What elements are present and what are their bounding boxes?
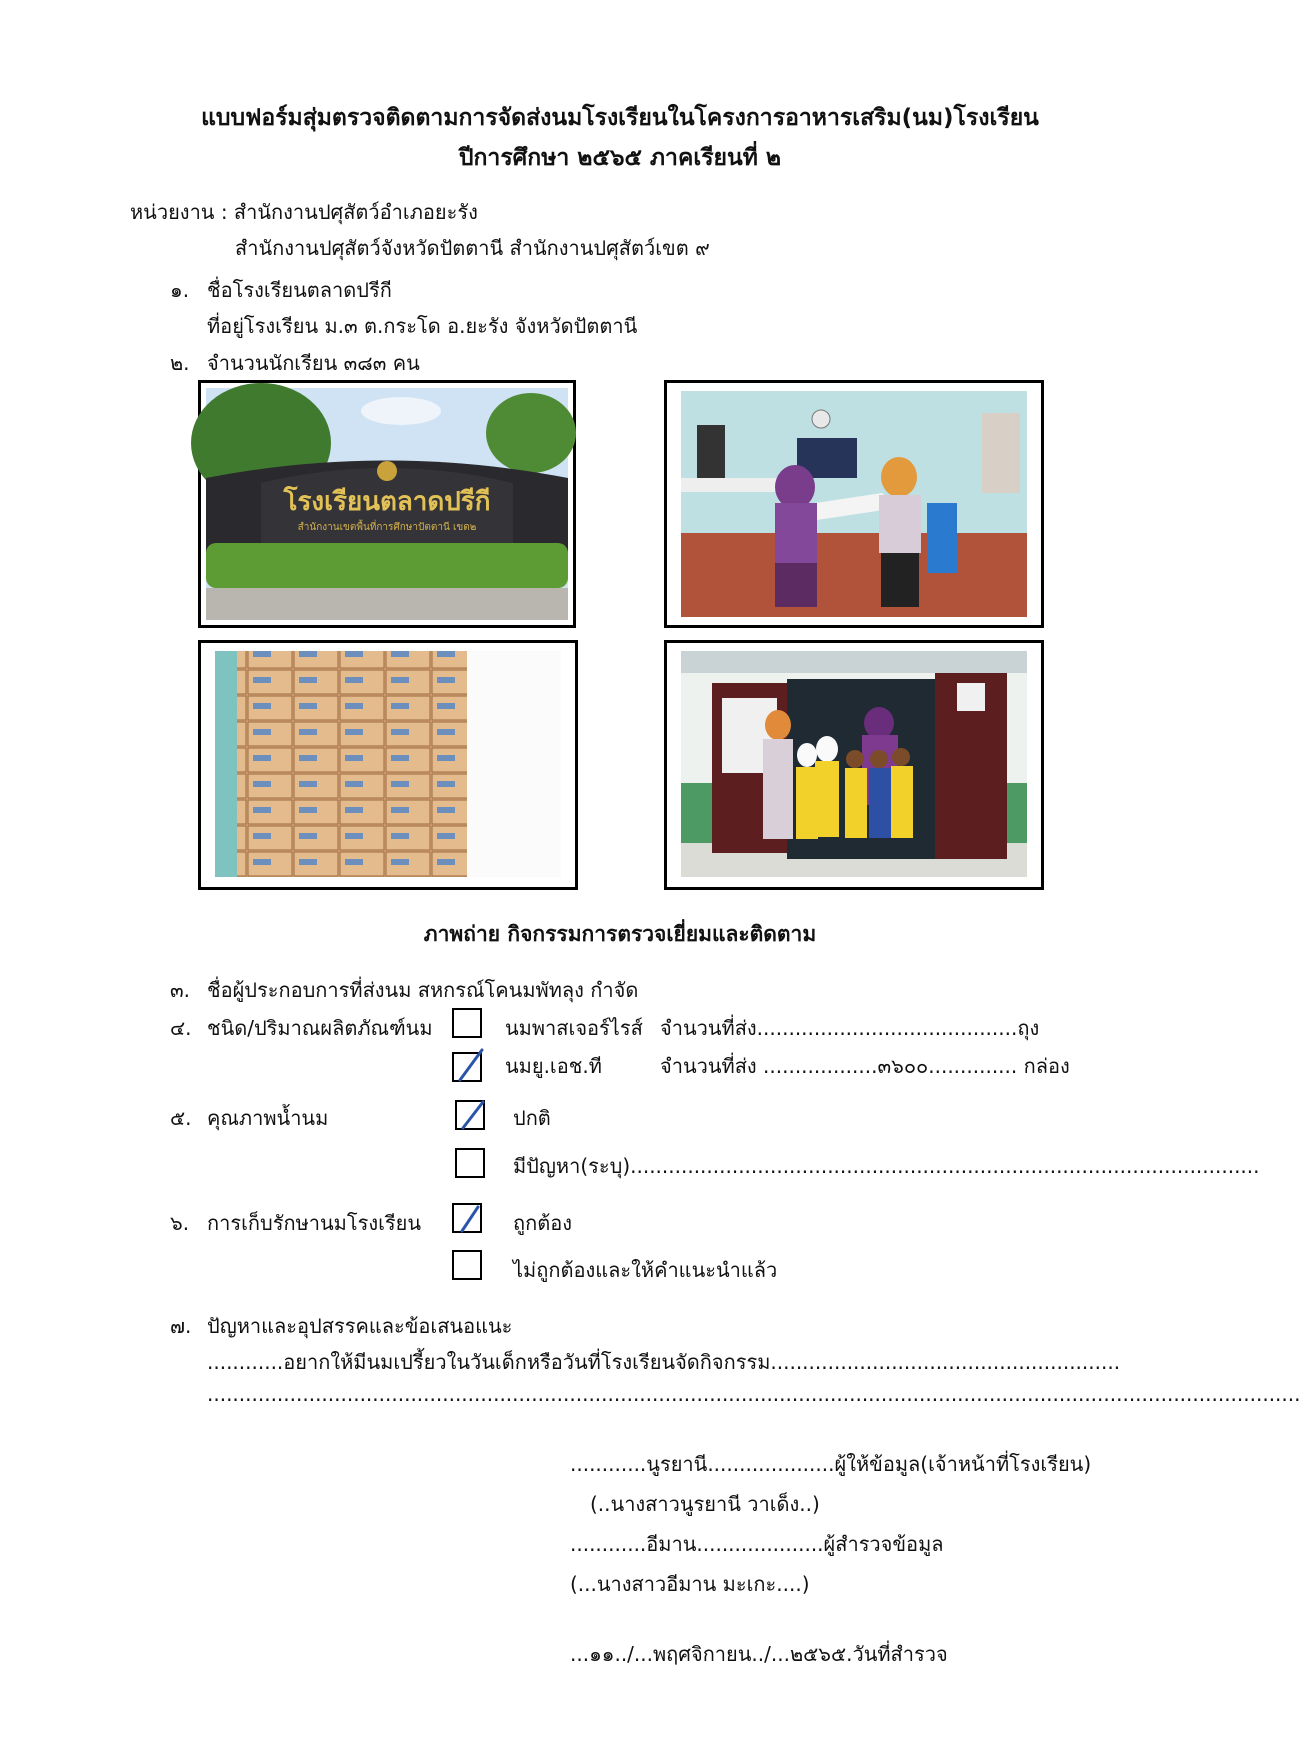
item-7-number: ๗. [170,1314,192,1338]
sign-subtext: สำนักงานเขตพื้นที่การศึกษาปัตตานี เขต๒ [297,522,477,533]
option-quality-normal: ปกติ [513,1106,551,1130]
item-4-number: ๔. [170,1016,192,1040]
student-count: จำนวนนักเรียน ๓๘๓ คน [207,351,420,375]
storage-label: การเก็บรักษานมโรงเรียน [207,1211,422,1235]
checkbox-storage-incorrect[interactable] [452,1250,482,1280]
school-address: ที่อยู่โรงเรียน ม.๓ ต.กระโด อ.ยะรัง จังหวัดปัตตานี [207,314,638,338]
item-5-number: ๕. [170,1106,192,1130]
survey-date: ...๑๑../...พฤศจิกายน../...๒๕๖๕.วันที่สำรวจ [570,1642,948,1666]
problems-line-2: ............................................................................................................................................................................ [207,1382,1300,1406]
photo-students-with-milk [664,640,1044,890]
sign-text: โรงเรียนตลาดปรีกี [283,487,491,517]
option-storage-correct: ถูกต้อง [513,1211,572,1235]
option-pasteurized: นมพาสเจอร์ไรส์ [505,1016,643,1040]
check-mark-icon [455,1094,489,1136]
checkbox-quality-problem[interactable] [455,1148,485,1178]
surveyor-signature-line: ............อีมาน....................ผู้สำรวจข้อมูล [570,1532,944,1556]
informant-signature-line: ............นูรยานี....................ผู้ให้ข้อมูล(เจ้าหน้าที่โรงเรียน) [570,1452,1092,1476]
checkbox-quality-normal[interactable] [455,1100,485,1130]
milk-quality-label: คุณภาพน้ำนม [207,1106,329,1130]
checkbox-uht[interactable] [452,1052,482,1082]
item-1-number: ๑. [170,278,190,302]
informant-name: (..นางสาวนูรยานี วาเด็ง..) [590,1492,820,1516]
agency-line1: หน่วยงาน : สำนักงานปศุสัตว์อำเภอยะรัง [130,200,478,224]
surveyor-name: (...นางสาวอีมาน มะเกะ....) [570,1572,810,1596]
agency-line2: สำนักงานปศุสัตว์จังหวัดปัตตานี สำนักงานปศุสัตว์เขต ๙ [235,236,710,260]
form-title-line2: ปีการศึกษา ๒๕๖๕ ภาคเรียนที่ ๒ [458,145,782,171]
option-quality-problem: มีปัญหา(ระบุ)................................................................................................... [513,1154,1260,1178]
milk-type-label: ชนิด/ปริมาณผลิตภัณฑ์นม [207,1016,433,1040]
item-2-number: ๒. [170,351,190,375]
uht-quantity: จำนวนที่ส่ง ..................๓๖๐๐.............. กล่อง [660,1054,1070,1078]
photo-inspection-meeting [664,380,1044,628]
photo-caption: ภาพถ่าย กิจกรรมการตรวจเยี่ยมและติดตาม [423,922,817,946]
supplier-name: ชื่อผู้ประกอบการที่ส่งนม สหกรณ์โคนมพัทลุง กำจัด [207,978,639,1002]
problems-line-1: ............อยากให้มีนมเปรี้ยวในวันเด็กหรือวันที่โรงเรียนจัดกิจกรรม....................................................... [207,1350,1121,1374]
check-mark-icon [452,1197,486,1239]
item-3-number: ๓. [170,978,191,1002]
checkbox-pasteurized[interactable] [452,1008,482,1038]
school-name: ชื่อโรงเรียนตลาดปรีกี [207,278,392,302]
form-title-line1: แบบฟอร์มสุ่มตรวจติดตามการจัดส่งนมโรงเรียนในโครงการอาหารเสริม(นม)โรงเรียน [201,105,1039,131]
pasteurized-quantity: จำนวนที่ส่ง.........................................ถุง [660,1016,1040,1040]
item-6-number: ๖. [170,1211,190,1235]
option-storage-incorrect: ไม่ถูกต้องและให้คำแนะนำแล้ว [513,1258,778,1282]
option-uht: นมยู.เอช.ที [505,1054,602,1078]
photo-school-sign [198,380,576,628]
photo-milk-boxes [198,640,578,890]
problems-label: ปัญหาและอุปสรรคและข้อเสนอแนะ [207,1314,513,1338]
checkbox-storage-correct[interactable] [452,1203,482,1233]
check-mark-icon [452,1046,486,1088]
